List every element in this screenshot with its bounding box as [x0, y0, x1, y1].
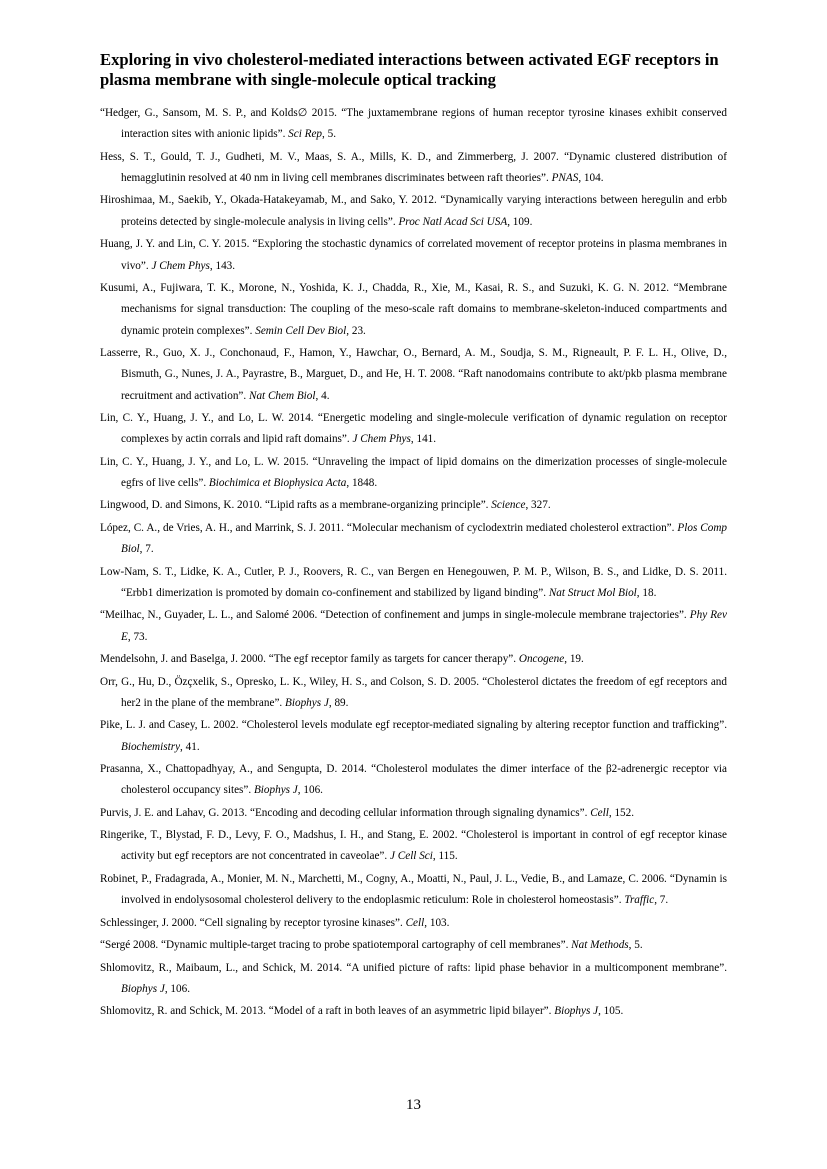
reference-volume: , 41.	[180, 740, 200, 753]
reference-journal: Biochimica et Biophysica Acta	[208, 477, 347, 490]
reference-text: Hess, S. T., Gould, T. J., Gudheti, M. V., Maas, S. A., Mills, K. D., and Zimmerberg, J. 2007. “Dynamic clustered distribution of hemagglutinin resolved at 40 nm in living cell membranes discriminates between raft theories”.	[100, 150, 727, 185]
reference-text: Mendelsohn, J. and Baselga, J. 2000. “The egf receptor family as targets for cancer therapy”.	[100, 653, 519, 666]
reference-volume: , 23.	[346, 324, 366, 337]
reference-volume: , 115.	[432, 850, 458, 863]
reference-journal: Biophys J	[554, 1005, 599, 1018]
reference-journal: Phy Rev E	[121, 609, 727, 643]
reference-journal: J Chem Phys	[151, 259, 210, 272]
reference-text: López, C. A., de Vries, A. H., and Marrink, S. J. 2011. “Molecular mechanism of cyclodextrin mediated cholesterol extraction”.	[100, 521, 678, 534]
reference-item	[100, 190, 727, 233]
reference-text: Lin, C. Y., Huang, J. Y., and Lo, L. W. 2015. “Unraveling the impact of lipid domains on the dimerization processes of single-molecule egfrs of live cells”.	[100, 455, 727, 490]
reference-volume: , 19.	[564, 653, 584, 666]
reference-journal: Biophys J	[121, 982, 165, 995]
reference-journal: Biophys J	[253, 784, 298, 797]
reference-text: Shlomovitz, R. and Schick, M. 2013. “Model of a raft in both leaves of an asymmetric lipid bilayer”.	[100, 1005, 555, 1018]
reference-item	[100, 958, 727, 1001]
reference-journal: J Chem Phys	[352, 433, 411, 446]
reference-journal: Nat Methods	[571, 939, 629, 952]
reference-journal: Cell	[590, 806, 609, 819]
reference-item	[100, 562, 727, 605]
reference-item	[100, 825, 727, 868]
reference-item	[100, 605, 727, 648]
reference-volume: , 109.	[507, 215, 533, 228]
reference-journal: Nat Struct Mol Biol	[548, 586, 637, 599]
reference-text: Robinet, P., Fradagrada, A., Monier, M. N., Marchetti, M., Cogny, A., Moatti, N., Paul, J. L., Vedie, B., and Lamaze, C. 2006. “Dynamin is involved in endolysosomal cholesterol delivery to the endoplasmic reticulum: Role in cholesterol homeostasis”.	[100, 872, 727, 907]
reference-item	[100, 495, 727, 516]
reference-text: Purvis, J. E. and Lahav, G. 2013. “Encoding and decoding cellular information through signaling dynamics”.	[100, 806, 591, 819]
page-title: Exploring in vivo cholesterol-mediated interactions between activated EGF receptors in plasma membrane with single-molecule optical tracking	[100, 50, 719, 89]
reference-item	[100, 1001, 727, 1022]
reference-text: Lasserre, R., Guo, X. J., Conchonaud, F., Hamon, Y., Hawchar, O., Bernard, A. M., Soudja, S. M., Rigneault, P. F. L. H., Olive, D., Bismuth, G., Nunes, J. A., Payrastre, B., Marguet, D., and He, H. T. 2008. “Raft nanodomains contribute to akt/pkb plasma membrane recruitment and activation”.	[100, 346, 727, 402]
reference-volume: , 73.	[127, 630, 148, 643]
reference-text: Hiroshimaa, M., Saekib, Y., Okada-Hatakeyamab, M., and Sako, Y. 2012. “Dynamically varying interactions between heregulin and erbb proteins detected by single-molecule analysis in living cells”.	[100, 194, 727, 228]
reference-item	[100, 103, 727, 146]
reference-item	[100, 913, 727, 934]
reference-item	[100, 803, 727, 824]
reference-text: Orr, G., Hu, D., Özçxelik, S., Opresko, L. K., Wiley, H. S., and Colson, S. D. 2005. “Cholesterol dictates the freedom of egf receptors and her2 in the plane of the membrane”.	[100, 675, 727, 709]
reference-item	[100, 649, 727, 670]
reference-text: “Meilhac, N., Guyader, L. L., and Salomé 2006. “Detection of confinement and jumps in single-molecule membrane trajectories”.	[100, 609, 690, 622]
reference-item	[100, 869, 727, 912]
reference-journal: J Cell Sci	[390, 850, 433, 863]
reference-item	[100, 759, 727, 802]
reference-text: Low-Nam, S. T., Lidke, K. A., Cutler, P. J., Roovers, R. C., van Bergen en Henegouwen, P. M. P., Wilson, B. S., and Lidke, D. S. 2011. “Erbb1 dimerization is promoted by domain co-confinement and stabilized by ligand binding”.	[100, 565, 727, 599]
reference-journal: Proc Natl Acad Sci USA	[398, 215, 508, 228]
reference-item	[100, 343, 727, 407]
reference-item	[100, 147, 727, 190]
reference-volume: , 106.	[297, 784, 323, 797]
reference-volume: , 103.	[424, 916, 450, 929]
reference-journal: Science	[491, 499, 526, 512]
reference-volume: , 327.	[525, 499, 551, 512]
reference-text: Schlessinger, J. 2000. “Cell signaling by receptor tyrosine kinases”.	[100, 916, 406, 929]
reference-volume: , 4.	[315, 389, 330, 402]
reference-item	[100, 234, 727, 277]
reference-text: Huang, J. Y. and Lin, C. Y. 2015. “Exploring the stochastic dynamics of correlated movement of receptor proteins in plasma membranes in vivo”.	[100, 238, 727, 272]
reference-journal: Plos Comp Biol	[121, 521, 727, 556]
reference-volume: , 89.	[328, 696, 349, 709]
reference-volume: , 141.	[410, 433, 437, 446]
reference-journal: Nat Chem Biol	[248, 389, 316, 402]
reference-text: Prasanna, X., Chattopadhyay, A., and Sengupta, D. 2014. “Cholesterol modulates the dimer interface of the β2-adrenergic receptor via cholesterol occupancy sites”.	[100, 763, 727, 797]
reference-item	[100, 935, 727, 956]
reference-volume: , 7.	[654, 894, 669, 907]
reference-text: Pike, L. J. and Casey, L. 2002. “Cholesterol levels modulate egf receptor-mediated signaling by altering receptor function and trafficking”.	[100, 719, 727, 732]
reference-text: Kusumi, A., Fujiwara, T. K., Morone, N., Yoshida, K. J., Chadda, R., Xie, M., Kasai, R. S., and Suzuki, K. G. N. 2012. “Membrane mechanisms for signal transduction: The coupling of the meso-scale raft domains to membrane-skeleton-induced compartments and dynamic protein complexes”.	[100, 281, 727, 337]
reference-text: “Sergé 2008. “Dynamic multiple-target tracing to probe spatiotemporal cartography of cell membranes”.	[100, 939, 572, 952]
reference-volume: , 5.	[628, 939, 643, 952]
reference-volume: , 1848.	[346, 477, 378, 490]
reference-item	[100, 715, 727, 758]
reference-volume: , 104.	[578, 172, 604, 185]
reference-item	[100, 452, 727, 495]
reference-journal: Semin Cell Dev Biol	[255, 324, 347, 337]
reference-text: “Hedger, G., Sansom, M. S. P., and Kolds∅ 2015. “The juxtamembrane regions of human receptor tyrosine kinases exhibit conserved interaction sites with anionic lipids”.	[100, 107, 727, 141]
reference-text: Shlomovitz, R., Maibaum, L., and Schick, M. 2014. “A unified picture of rafts: lipid phase behavior in a multicomponent membrane”.	[100, 961, 727, 974]
reference-journal: Cell	[405, 916, 425, 929]
reference-item	[100, 518, 727, 561]
reference-item	[100, 672, 727, 715]
reference-journal: PNAS	[551, 172, 579, 185]
reference-journal: Traffic	[624, 894, 655, 907]
reference-item	[100, 408, 727, 451]
reference-volume: , 105.	[598, 1005, 624, 1018]
reference-volume: , 18.	[636, 586, 657, 599]
reference-journal: Biochemistry	[121, 740, 181, 753]
reference-text: Lingwood, D. and Simons, K. 2010. “Lipid rafts as a membrane-organizing principle”.	[100, 499, 492, 512]
reference-text: Lin, C. Y., Huang, J. Y., and Lo, L. W. 2014. “Energetic modeling and single-molecule verification of dynamic regulation on receptor complexes by actin corrals and lipid raft domains”.	[100, 412, 727, 446]
reference-text: Ringerike, T., Blystad, F. D., Levy, F. O., Madshus, I. H., and Stang, E. 2002. “Cholesterol is important in control of egf receptor kinase activity but egf receptors are not concentrated in caveolae”.	[100, 829, 727, 863]
reference-journal: Sci Rep	[288, 128, 323, 141]
reference-journal: Biophys J	[285, 696, 329, 709]
page-number: 13	[406, 1097, 421, 1113]
reference-journal: Oncogene	[518, 653, 565, 666]
reference-list	[100, 103, 727, 1024]
reference-volume: , 7.	[139, 543, 154, 556]
reference-volume: , 143.	[209, 259, 236, 272]
reference-volume: , 5.	[322, 128, 337, 141]
reference-volume: , 106.	[164, 982, 190, 995]
reference-volume: , 152.	[608, 806, 635, 819]
reference-item	[100, 278, 727, 342]
